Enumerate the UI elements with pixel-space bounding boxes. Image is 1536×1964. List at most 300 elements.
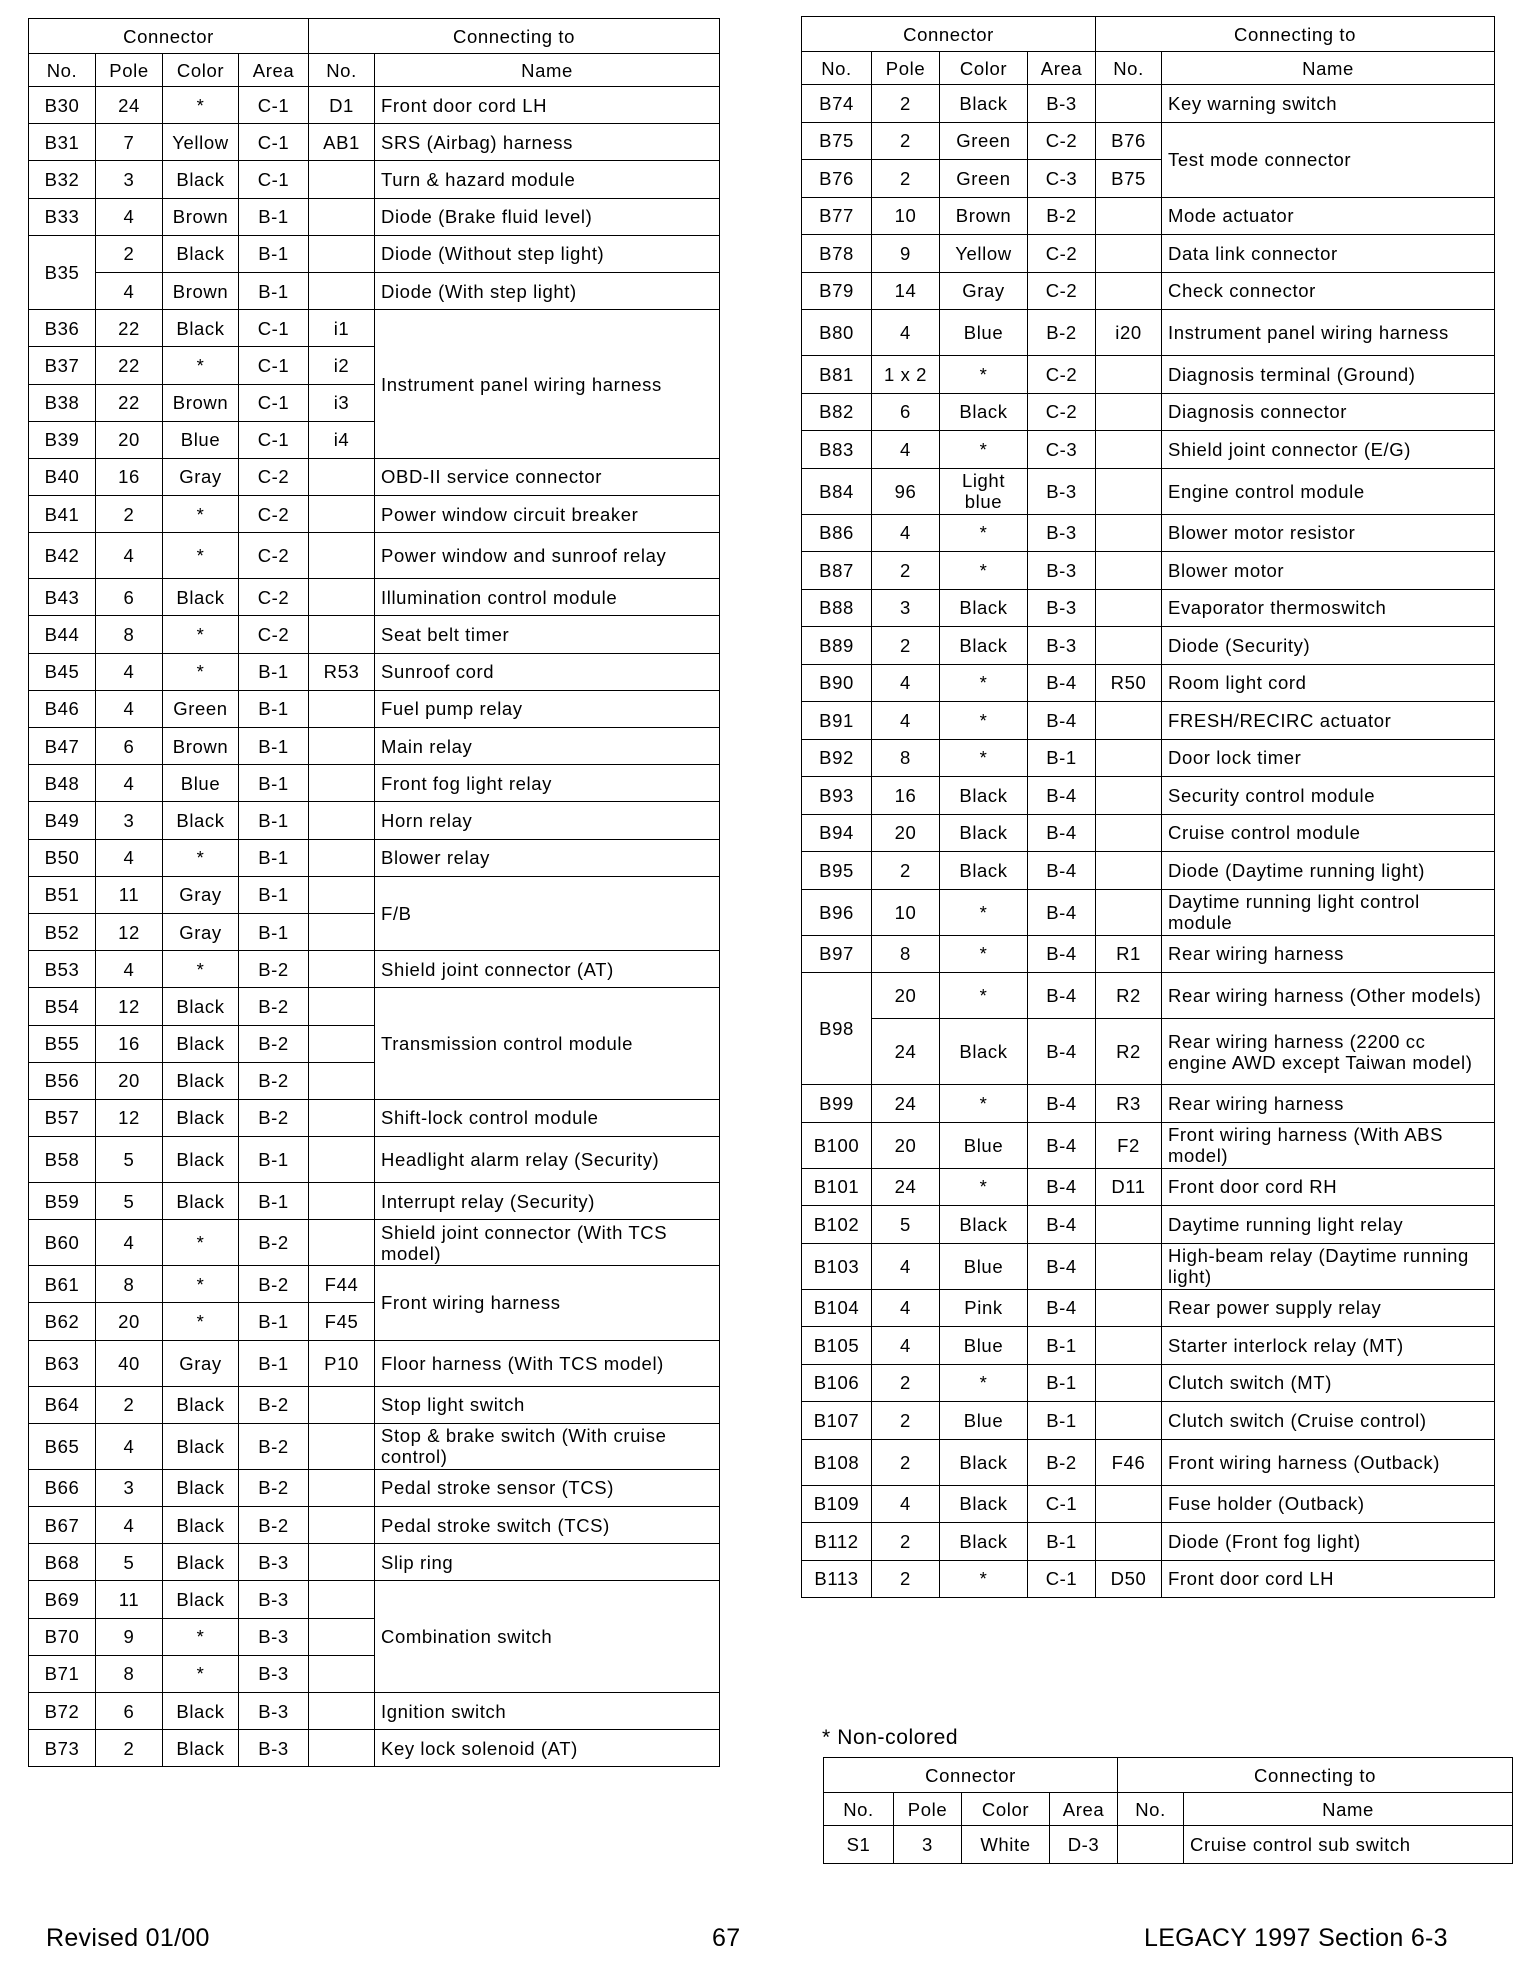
table-row bbox=[29, 579, 720, 616]
connecting-no bbox=[1096, 1402, 1162, 1440]
connecting-name: Stop & brake switch (With cruise control) bbox=[375, 1423, 720, 1469]
connector-pole: 6 bbox=[96, 728, 163, 765]
connecting-no bbox=[309, 913, 375, 950]
connecting-name: Clutch switch (Cruise control) bbox=[1162, 1402, 1495, 1440]
connector-group-header: Connector bbox=[802, 17, 1096, 52]
connector-area: B-3 bbox=[1028, 552, 1096, 590]
connecting-no: R1 bbox=[1096, 935, 1162, 973]
connecting-name: FRESH/RECIRC actuator bbox=[1162, 702, 1495, 740]
connector-area: B-4 bbox=[1028, 1289, 1096, 1327]
connector-area: C-2 bbox=[1028, 272, 1096, 310]
connector-no: B82 bbox=[802, 393, 872, 431]
connecting-name: Diode (Security) bbox=[1162, 627, 1495, 665]
connector-pole: 4 bbox=[872, 702, 940, 740]
connector-no: B51 bbox=[29, 876, 96, 913]
connecting-no: i20 bbox=[1096, 310, 1162, 356]
connecting-to-group-header: Connecting to bbox=[1096, 17, 1495, 52]
connector-pole: 4 bbox=[872, 431, 940, 469]
connector-pole: 3 bbox=[894, 1826, 962, 1864]
connector-no: B35 bbox=[29, 235, 96, 309]
connecting-name: Diode (Daytime running light) bbox=[1162, 852, 1495, 890]
table-row bbox=[29, 1266, 720, 1303]
table-row bbox=[29, 728, 720, 765]
col-header-pole: Pole bbox=[96, 54, 163, 87]
connecting-no bbox=[1096, 627, 1162, 665]
connector-area: C-1 bbox=[239, 87, 309, 124]
non-colored-legend: * Non-colored bbox=[822, 1726, 959, 1749]
connector-no: B67 bbox=[29, 1507, 96, 1544]
connector-pole: 1 x 2 bbox=[872, 356, 940, 394]
connector-area: B-1 bbox=[1028, 1364, 1096, 1402]
connecting-name: Mode actuator bbox=[1162, 197, 1495, 235]
connecting-name: Cruise control module bbox=[1162, 814, 1495, 852]
connector-color: Black bbox=[163, 988, 239, 1025]
connector-pole: 4 bbox=[872, 1485, 940, 1523]
connector-color: * bbox=[163, 1266, 239, 1303]
table-row bbox=[802, 814, 1495, 852]
connector-color: Black bbox=[940, 1439, 1028, 1485]
connector-pole: 16 bbox=[96, 458, 163, 495]
connecting-name: Rear wiring harness (Other models) bbox=[1162, 973, 1495, 1019]
table-row bbox=[802, 431, 1495, 469]
connector-area: B-4 bbox=[1028, 935, 1096, 973]
connector-color: Black bbox=[163, 1581, 239, 1618]
connector-area: C-1 bbox=[239, 347, 309, 384]
connector-pole: 14 bbox=[872, 272, 940, 310]
connecting-name: Security control module bbox=[1162, 777, 1495, 815]
connecting-no bbox=[309, 1062, 375, 1099]
connector-table-right bbox=[801, 16, 1495, 1598]
connector-color: Green bbox=[940, 122, 1028, 160]
connector-color: Gray bbox=[940, 272, 1028, 310]
connector-area: B-1 bbox=[239, 876, 309, 913]
connector-table-sub bbox=[823, 1757, 1513, 1864]
connector-color: Gray bbox=[163, 1340, 239, 1386]
connector-pole: 8 bbox=[96, 1655, 163, 1692]
connector-area: B-3 bbox=[239, 1692, 309, 1729]
connector-color: White bbox=[962, 1826, 1050, 1864]
connector-no: B64 bbox=[29, 1386, 96, 1423]
connector-pole: 3 bbox=[96, 1469, 163, 1506]
connecting-no: R2 bbox=[1096, 973, 1162, 1019]
connecting-no bbox=[1096, 777, 1162, 815]
connector-no: B39 bbox=[29, 421, 96, 458]
connector-no: B77 bbox=[802, 197, 872, 235]
connector-pole: 2 bbox=[872, 1364, 940, 1402]
table-row bbox=[29, 1386, 720, 1423]
connector-color: Black bbox=[163, 1692, 239, 1729]
connector-color: * bbox=[163, 347, 239, 384]
connector-pole: 24 bbox=[872, 1085, 940, 1123]
connecting-no: P10 bbox=[309, 1340, 375, 1386]
connector-area: B-2 bbox=[239, 1507, 309, 1544]
connector-area: B-3 bbox=[1028, 589, 1096, 627]
connector-pole: 11 bbox=[96, 876, 163, 913]
connecting-name: Floor harness (With TCS model) bbox=[375, 1340, 720, 1386]
table-row bbox=[824, 1826, 1513, 1864]
connector-no: B76 bbox=[802, 160, 872, 198]
connector-pole: 22 bbox=[96, 347, 163, 384]
connecting-no bbox=[309, 1544, 375, 1581]
connector-area: B-3 bbox=[239, 1544, 309, 1581]
connector-pole: 4 bbox=[872, 664, 940, 702]
connecting-no bbox=[309, 802, 375, 839]
connector-color: * bbox=[163, 496, 239, 533]
connector-area: B-2 bbox=[239, 1469, 309, 1506]
table-row bbox=[802, 310, 1495, 356]
connector-area: B-4 bbox=[1028, 1206, 1096, 1244]
connector-pole: 2 bbox=[872, 1560, 940, 1598]
connector-color: Black bbox=[940, 627, 1028, 665]
connecting-no bbox=[309, 1025, 375, 1062]
connector-area: C-1 bbox=[239, 310, 309, 347]
connecting-name: Key lock solenoid (AT) bbox=[375, 1730, 720, 1767]
connector-pole: 2 bbox=[872, 122, 940, 160]
connecting-name: Evaporator thermoswitch bbox=[1162, 589, 1495, 627]
table-row bbox=[29, 124, 720, 161]
connecting-no bbox=[309, 1618, 375, 1655]
connecting-name: Engine control module bbox=[1162, 468, 1495, 514]
connector-no: B31 bbox=[29, 124, 96, 161]
connecting-no bbox=[309, 533, 375, 579]
connector-pole: 24 bbox=[872, 1168, 940, 1206]
connector-no: B92 bbox=[802, 739, 872, 777]
connector-no: B30 bbox=[29, 87, 96, 124]
connector-pole: 20 bbox=[872, 814, 940, 852]
connector-area: D-3 bbox=[1050, 1826, 1118, 1864]
connector-no: B84 bbox=[802, 468, 872, 514]
connector-color: Black bbox=[940, 589, 1028, 627]
connecting-name: Test mode connector bbox=[1162, 122, 1495, 197]
col-header-color: Color bbox=[163, 54, 239, 87]
connector-color: Green bbox=[940, 160, 1028, 198]
connecting-no bbox=[309, 876, 375, 913]
connecting-name: Starter interlock relay (MT) bbox=[1162, 1327, 1495, 1365]
connector-no: B40 bbox=[29, 458, 96, 495]
connecting-name: Front door cord LH bbox=[375, 87, 720, 124]
table-row bbox=[802, 468, 1495, 514]
connector-area: C-2 bbox=[239, 458, 309, 495]
table-row bbox=[802, 1523, 1495, 1561]
connector-no: B78 bbox=[802, 235, 872, 273]
connecting-no: i4 bbox=[309, 421, 375, 458]
connector-area: B-3 bbox=[1028, 468, 1096, 514]
connector-no: B107 bbox=[802, 1402, 872, 1440]
table-row bbox=[29, 951, 720, 988]
connector-no: B49 bbox=[29, 802, 96, 839]
connector-pole: 4 bbox=[872, 514, 940, 552]
connector-color: * bbox=[940, 889, 1028, 935]
connector-color: Green bbox=[163, 690, 239, 727]
connector-no: B37 bbox=[29, 347, 96, 384]
connector-area: B-1 bbox=[239, 913, 309, 950]
connecting-no bbox=[309, 1137, 375, 1183]
connecting-name: Front door cord RH bbox=[1162, 1168, 1495, 1206]
connector-area: B-4 bbox=[1028, 664, 1096, 702]
connector-no: B71 bbox=[29, 1655, 96, 1692]
connector-color: Brown bbox=[163, 728, 239, 765]
connector-color: * bbox=[163, 1655, 239, 1692]
connector-no: B33 bbox=[29, 198, 96, 235]
connector-area: B-2 bbox=[239, 1220, 309, 1266]
connector-color: Black bbox=[940, 852, 1028, 890]
connector-color: Blue bbox=[940, 1327, 1028, 1365]
connecting-name: Diagnosis connector bbox=[1162, 393, 1495, 431]
connector-pole: 10 bbox=[872, 197, 940, 235]
connecting-no: D50 bbox=[1096, 1560, 1162, 1598]
connector-pole: 2 bbox=[872, 1402, 940, 1440]
table-row bbox=[802, 356, 1495, 394]
connecting-name: Blower motor resistor bbox=[1162, 514, 1495, 552]
connector-color: Brown bbox=[940, 197, 1028, 235]
connector-area: C-2 bbox=[1028, 393, 1096, 431]
connecting-no bbox=[1096, 431, 1162, 469]
connector-pole: 20 bbox=[872, 973, 940, 1019]
connector-pole: 5 bbox=[96, 1544, 163, 1581]
connecting-name: Shield joint connector (With TCS model) bbox=[375, 1220, 720, 1266]
connector-color: Blue bbox=[163, 421, 239, 458]
connecting-to-group-header: Connecting to bbox=[1118, 1758, 1513, 1793]
connector-area: B-4 bbox=[1028, 1122, 1096, 1168]
connecting-name: Instrument panel wiring harness bbox=[375, 310, 720, 459]
connector-color: Blue bbox=[940, 1122, 1028, 1168]
connecting-no bbox=[1096, 514, 1162, 552]
connector-color: Black bbox=[163, 1730, 239, 1767]
connector-area: B-4 bbox=[1028, 973, 1096, 1019]
connector-color: * bbox=[163, 1303, 239, 1340]
connector-area: B-4 bbox=[1028, 1019, 1096, 1085]
connector-pole: 4 bbox=[96, 653, 163, 690]
connector-color: * bbox=[163, 616, 239, 653]
connector-area: B-1 bbox=[239, 1183, 309, 1220]
connector-color: * bbox=[163, 1618, 239, 1655]
connector-no: B66 bbox=[29, 1469, 96, 1506]
connector-color: * bbox=[940, 973, 1028, 1019]
table-row bbox=[802, 1122, 1495, 1168]
connector-area: B-4 bbox=[1028, 1243, 1096, 1289]
connecting-name: Diagnosis terminal (Ground) bbox=[1162, 356, 1495, 394]
connector-area: B-2 bbox=[239, 951, 309, 988]
connector-color: Black bbox=[163, 1386, 239, 1423]
table-row bbox=[802, 664, 1495, 702]
connector-pole: 2 bbox=[96, 235, 163, 272]
connector-color: * bbox=[940, 552, 1028, 590]
connector-color: Black bbox=[940, 1485, 1028, 1523]
connector-color: * bbox=[163, 653, 239, 690]
connector-pole: 22 bbox=[96, 384, 163, 421]
connector-area: B-2 bbox=[1028, 1439, 1096, 1485]
connector-area: B-3 bbox=[239, 1655, 309, 1692]
connector-no: S1 bbox=[824, 1826, 894, 1864]
connector-table-left bbox=[28, 18, 720, 1767]
footer-revised: Revised 01/00 bbox=[46, 1924, 210, 1952]
connecting-name: Diode (Without step light) bbox=[375, 235, 720, 272]
connector-group-header: Connector bbox=[29, 19, 309, 54]
connector-no: B79 bbox=[802, 272, 872, 310]
connecting-name: Blower relay bbox=[375, 839, 720, 876]
connector-area: C-1 bbox=[1028, 1560, 1096, 1598]
connector-color: Black bbox=[163, 235, 239, 272]
connecting-no: i3 bbox=[309, 384, 375, 421]
connector-color: * bbox=[940, 664, 1028, 702]
connector-no: B89 bbox=[802, 627, 872, 665]
connector-area: B-1 bbox=[239, 802, 309, 839]
connecting-name: Stop light switch bbox=[375, 1386, 720, 1423]
connecting-no bbox=[309, 988, 375, 1025]
table-row bbox=[802, 889, 1495, 935]
connecting-no: F44 bbox=[309, 1266, 375, 1303]
connector-no: B91 bbox=[802, 702, 872, 740]
table-row bbox=[29, 1507, 720, 1544]
table-row bbox=[29, 310, 720, 347]
connector-color: Black bbox=[940, 85, 1028, 123]
connector-color: * bbox=[163, 533, 239, 579]
table-row bbox=[29, 690, 720, 727]
connecting-no bbox=[309, 1099, 375, 1136]
table-row bbox=[802, 1439, 1495, 1485]
connector-pole: 3 bbox=[96, 161, 163, 198]
table-row bbox=[802, 1402, 1495, 1440]
connector-color: Black bbox=[163, 1469, 239, 1506]
connector-no: B63 bbox=[29, 1340, 96, 1386]
connecting-name: Rear wiring harness bbox=[1162, 1085, 1495, 1123]
table-row bbox=[802, 197, 1495, 235]
connector-pole: 6 bbox=[96, 579, 163, 616]
connecting-name: Front fog light relay bbox=[375, 765, 720, 802]
connector-color: Black bbox=[163, 1544, 239, 1581]
connector-area: C-1 bbox=[239, 124, 309, 161]
connector-color: Black bbox=[940, 1019, 1028, 1085]
connector-area: B-3 bbox=[1028, 514, 1096, 552]
connecting-no: F45 bbox=[309, 1303, 375, 1340]
connector-area: B-4 bbox=[1028, 852, 1096, 890]
connecting-name: Pedal stroke switch (TCS) bbox=[375, 1507, 720, 1544]
connector-area: B-1 bbox=[239, 653, 309, 690]
connecting-no bbox=[309, 951, 375, 988]
connector-pole: 8 bbox=[96, 1266, 163, 1303]
col-header-name: Name bbox=[375, 54, 720, 87]
connector-no: B68 bbox=[29, 1544, 96, 1581]
connector-pole: 12 bbox=[96, 913, 163, 950]
connecting-name: Pedal stroke sensor (TCS) bbox=[375, 1469, 720, 1506]
connector-no: B65 bbox=[29, 1423, 96, 1469]
connector-color: Black bbox=[163, 1423, 239, 1469]
connecting-name: Cruise control sub switch bbox=[1184, 1826, 1513, 1864]
connector-color: * bbox=[163, 1220, 239, 1266]
connector-no: B106 bbox=[802, 1364, 872, 1402]
connector-pole: 2 bbox=[96, 1730, 163, 1767]
table-row bbox=[29, 87, 720, 124]
connector-color: Blue bbox=[940, 310, 1028, 356]
connector-color: * bbox=[940, 1364, 1028, 1402]
connecting-name: Daytime running light control module bbox=[1162, 889, 1495, 935]
table-row bbox=[802, 935, 1495, 973]
connecting-name: Combination switch bbox=[375, 1581, 720, 1693]
connector-pole: 5 bbox=[872, 1206, 940, 1244]
connector-area: B-1 bbox=[239, 839, 309, 876]
connecting-no bbox=[309, 1220, 375, 1266]
table-row bbox=[802, 739, 1495, 777]
connector-pole: 4 bbox=[96, 690, 163, 727]
table-row bbox=[29, 839, 720, 876]
connector-pole: 2 bbox=[872, 85, 940, 123]
connector-pole: 2 bbox=[96, 1386, 163, 1423]
connector-color: * bbox=[940, 356, 1028, 394]
connector-pole: 12 bbox=[96, 988, 163, 1025]
connector-area: C-2 bbox=[1028, 235, 1096, 273]
connecting-name: Sunroof cord bbox=[375, 653, 720, 690]
col-header-to-no: No. bbox=[1118, 1793, 1184, 1826]
connecting-no bbox=[1096, 235, 1162, 273]
connector-color: * bbox=[940, 514, 1028, 552]
connecting-name: Main relay bbox=[375, 728, 720, 765]
connector-no: B50 bbox=[29, 839, 96, 876]
connector-area: B-2 bbox=[239, 1423, 309, 1469]
connector-color: * bbox=[163, 839, 239, 876]
connecting-no bbox=[1096, 1243, 1162, 1289]
connecting-no bbox=[1096, 1485, 1162, 1523]
connector-no: B80 bbox=[802, 310, 872, 356]
connecting-no bbox=[309, 1423, 375, 1469]
connecting-name: Diode (Front fog light) bbox=[1162, 1523, 1495, 1561]
connector-no: B105 bbox=[802, 1327, 872, 1365]
connector-pole: 2 bbox=[872, 627, 940, 665]
connecting-no: D11 bbox=[1096, 1168, 1162, 1206]
connector-pole: 4 bbox=[96, 951, 163, 988]
connector-color: Black bbox=[163, 802, 239, 839]
table-row bbox=[802, 1168, 1495, 1206]
connector-color: Brown bbox=[163, 198, 239, 235]
table-row bbox=[29, 988, 720, 1025]
connecting-no bbox=[1096, 852, 1162, 890]
connecting-no bbox=[309, 1183, 375, 1220]
connector-pole: 4 bbox=[872, 1289, 940, 1327]
connector-no: B98 bbox=[802, 973, 872, 1085]
table-row bbox=[29, 1137, 720, 1183]
connector-pole: 96 bbox=[872, 468, 940, 514]
connecting-name: F/B bbox=[375, 876, 720, 950]
connecting-name: Diode (With step light) bbox=[375, 272, 720, 309]
connector-area: C-1 bbox=[239, 421, 309, 458]
connecting-no: i2 bbox=[309, 347, 375, 384]
connector-color: Brown bbox=[163, 272, 239, 309]
col-header-name: Name bbox=[1184, 1793, 1513, 1826]
table-row bbox=[802, 393, 1495, 431]
connector-no: B62 bbox=[29, 1303, 96, 1340]
connector-area: C-1 bbox=[1028, 1485, 1096, 1523]
connector-pole: 4 bbox=[872, 310, 940, 356]
connecting-name: Rear wiring harness (2200 cc engine AWD except Taiwan model) bbox=[1162, 1019, 1495, 1085]
connector-pole: 4 bbox=[96, 1423, 163, 1469]
table-row bbox=[29, 876, 720, 913]
connecting-name: Front wiring harness bbox=[375, 1266, 720, 1340]
connector-area: B-1 bbox=[239, 1340, 309, 1386]
col-header-no: No. bbox=[29, 54, 96, 87]
connector-no: B56 bbox=[29, 1062, 96, 1099]
connector-color: * bbox=[940, 935, 1028, 973]
col-header-to-no: No. bbox=[1096, 52, 1162, 85]
col-header-name: Name bbox=[1162, 52, 1495, 85]
connecting-no: AB1 bbox=[309, 124, 375, 161]
connecting-no bbox=[1096, 1327, 1162, 1365]
connector-no: B38 bbox=[29, 384, 96, 421]
connector-no: B104 bbox=[802, 1289, 872, 1327]
connector-area: C-3 bbox=[1028, 431, 1096, 469]
connector-no: B93 bbox=[802, 777, 872, 815]
connector-color: * bbox=[163, 951, 239, 988]
table-row bbox=[29, 1581, 720, 1618]
connector-no: B42 bbox=[29, 533, 96, 579]
